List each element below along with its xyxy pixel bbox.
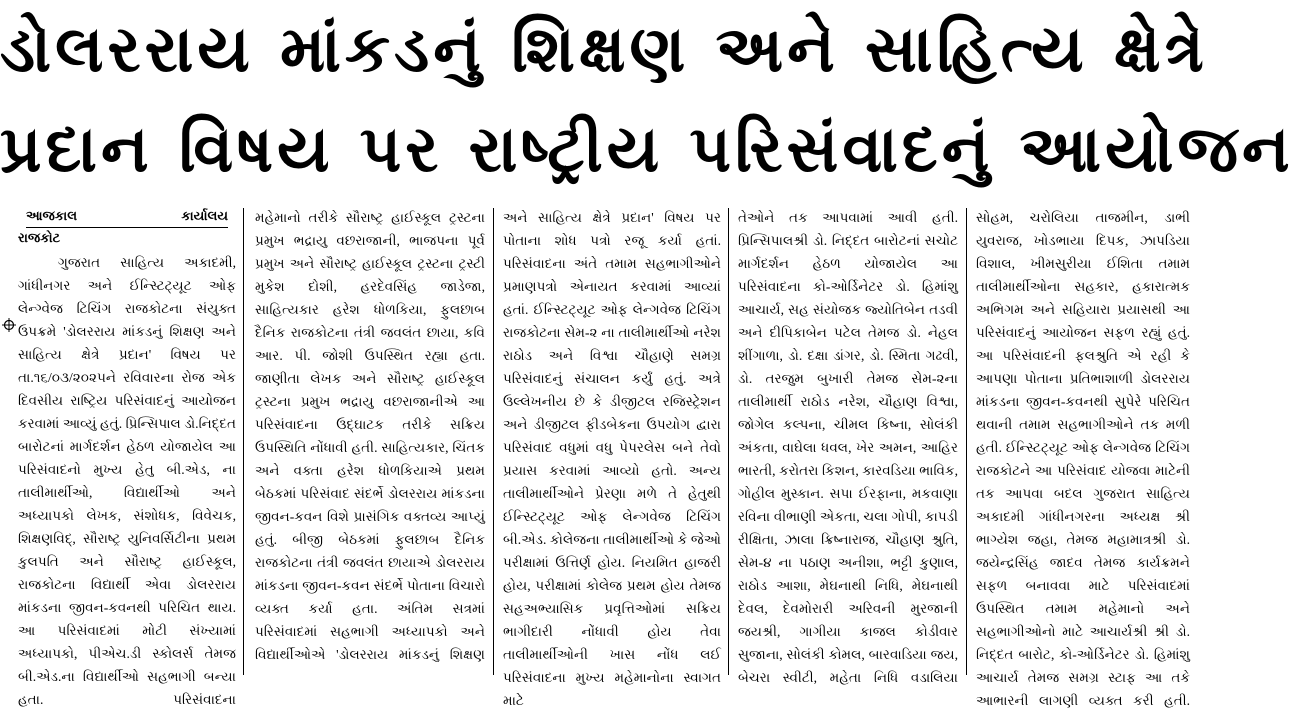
column-text: મહેમાનો તરીકે સૌરાષ્ટ્ર હાઈસ્કૂલ ટ્રસ્ટના પ્રમુખ ભદ્રાયુ વછરાજાની, ભાજપના પૂર્વ પ્રમુખ અને સૌરાષ્ટ્ર હાઈસ્કૂલ ટ્રસ્ટના ટ્રસ્ટી મુકેશ દોશી, હરદેવસિંહ જાડેજા, સાહિત્યકાર હરેશ ધોળકિયા, ફુલછાબ દૈનિક રાજકોટના તંત્રી જવલંત છાયા, કવિ આર. પી. જોશી ઉપસ્થિત રહ્યા હતા. જાણીતા લેખક અને સૌરાષ્ટ્ર હાઈસ્કૂલ ટ્રસ્ટના પ્રમુખ ભદ્રાયુ વછરાજાનીએ આ પરિસંવાદના ઉદ્ઘાટક તરીકે સક્રિય ઉપસ્થિતિ નોંધાવી હતી. સાહિત્યકાર, ચિંતક અને વક્તા હરેશ ધોળકિયાએ પ્રથમ બેઠકમાં પરિસંવાદ સંદર્ભે ડોલરરાય માંકડના જીવન-કવન વિશે પ્રાસંગિક વક્તવ્ય આપ્યું હતું. બીજી બેઠકમાં ફુલછાબ દૈનિક રાજકોટના તંત્રી જવલંત છાયાએ ડોલરરાય માંકડના જીવન-કવન સંદર્ભે પોતાના વિચારો વ્યક્ત કર્યા હતા. અંતિમ સત્રમાં પરિસંવાદમાં સહભાગી અધ્યાપકો અને વિદ્યાર્થીઓએ 'ડોલરરાય માંકડનું શિક્ષણ <box>255 210 485 662</box>
headline <box>0 0 1294 206</box>
article-body <box>0 206 1200 708</box>
column-2 <box>255 206 485 675</box>
byline-city: રાજકોટ <box>18 231 61 246</box>
column-text: અને સાહિત્ય ક્ષેત્રે પ્રદાન' વિષય પર પોતાના શોધ પત્રો રજૂ કર્યા હતાં. પરિસંવાદના અંતે તમામ સહભાગીઓને પ્રમાણપત્રો એનાયત કરવામાં આવ્યાં હતાં. ઈન્સ્ટિટ્યૂટ ઓફ લેન્ગવેજ ટિચિંગ રાજકોટના સેમ-૨ ના તાલીમાર્થીઓ નરેશ રાઠોડ અને વિશ્વા ચૌહાણે સમગ્ર પરિસંવાદનું સંચાલન કર્યું હતું. અત્રે ઉલ્લેખનીય છે કે ડીજીટલ રજિસ્ટ્રેશન અને ડીજીટલ ફીડબેકના ઉપયોગ દ્વારા પરિસંવાદ વધુમાં વધુ પેપરલેસ બને તેવો પ્રયાસ કરવામાં આવ્યો હતો. અન્ય તાલીમાર્થીઓને પ્રેરણા મળે તે હેતુથી ઈન્સ્ટિટ્યૂટ ઓફ લેન્ગવેજ ટિચિંગ બી.એડ. કોલેજના તાલીમાર્થીઓ કે જેઓ પરીક્ષામાં ઉત્તિર્ણ હોય. નિયમિત હાજરી હોય, પરીક્ષામાં કોલેજ પ્રથમ હોય તેમજ સહઅભ્યાસિક પ્રવૃત્તિઓમાં સક્રિય ભાગીદારી નોંધાવી હોય તેવા તાલીમાર્થીઓની ખાસ નોંધ લઈ પરિસંવાદના મુખ્ય મહેમાનોના સ્વાગત માટે <box>503 210 721 708</box>
column-text: સોહમ, ચરોલિયા તાજમીન, ડાભી યુવરાજ, ખોડભાયા દિપક, ઝાપડિયા વિશાલ, ખીમસુરીયા ઈશિતા તમામ તાલીમાર્થીઓના સહકાર, હકારાત્મક અભિગમ અને સહિયારા પ્રયાસથી આ પરિસંવાદનું આયોજન સફળ રહ્યું હતું. આ પરિસંવાદની ફલશ્રુતિ એ રહી કે આપણા પોતાના પ્રતિભાશાળી ડોલરરાય માંકડના જીવન-કવનથી સુપેરે પરિચિત થવાની તમામ સહભાગીઓને તક મળી હતી. ઈન્સ્ટિટ્યૂટ ઓફ લેન્ગવેજ ટિચિંગ રાજકોટને આ પરિસંવાદ યોજવા માટેની તક આપવા બદલ ગુજરાત સાહિત્ય અકાદમી ગાંધીનગરના અધ્યક્ષ શ્રી ભાગ્યેશ જહા, તેમજ મહામાત્રશ્રી ડો. જયેન્દ્રસિંહ જાદવ તેમજ કાર્યક્રમને સફળ બનાવવા માટે પરિસંવાદમાં ઉપસ્થિત તમામ મહેમાનો અને સહભાગીઓનો માટે આચાર્યશ્રી શ્રી ડો. નિદ્દત બારોટ, કો-ઓર્ડિનેટર ડો. હિમાંશુ આચાર્ય તેમજ સમગ્ર સ્ટાફ આ તકે આભારની લાગણી વ્યક્ત કરી હતી. <box>976 210 1190 708</box>
byline-office: આજકાલ કાર્યાલય <box>26 206 228 228</box>
column-divider <box>728 208 729 675</box>
headline-line-1: ડોલરરાય માંકડનું શિક્ષણ અને સાહિત્ય ક્ષેત્રે <box>0 13 1208 87</box>
column-3 <box>503 206 721 708</box>
column-divider <box>243 208 244 675</box>
registration-mark-icon <box>2 318 16 332</box>
column-1 <box>18 206 236 707</box>
headline-line-2: પ્રદાન વિષય પર રાષ્ટ્રીય પરિસંવાદનું આયોજન <box>0 113 1294 187</box>
column-divider <box>966 208 967 675</box>
column-text: ગુજરાત સાહિત્ય અકાદમી, ગાંધીનગર અને ઈન્સ્ટિટ્યૂટ ઓફ લેન્ગ્વેજ ટિચિંગ રાજકોટના સંયુક્ત ઉપક્રમે 'ડોલરરાય માંકડનું શિક્ષણ અને સાહિત્ય ક્ષેત્રે પ્રદાન' વિષય પર તા.૧૬/૦૩/૨૦૨૫ને રવિવારના રોજ એક દિવસીય રાષ્ટ્રિય પરિસંવાદનું આયોજન કરવામાં આવ્યું હતું. પ્રિન્સિપાલ ડો.નિદ્દત બારોટનાં માર્ગદર્શન હેઠળ યોજાયેલ આ પરિસંવાદનો મુખ્ય હેતુ બી.એડ, ના તાલીમાર્થીઓ, વિદ્યાર્થીઓ અને અધ્યાપકો લેખક, સંશોધક, વિવેચક, શિક્ષણવિદ્, સૌરાષ્ટ્ર યુનિવર્સિટીના પ્રથમ કુલપતિ અને સૌરાષ્ટ્ર હાઈસ્કૂલ, રાજકોટના વિદ્યાર્થી એવા ડોલરરાય માંકડના જીવન-કવનથી પરિચિત થાય. આ પરિસંવાદમાં મોટી સંખ્યામાં અધ્યાપકો, પીએચ.ડી સ્કોલર્સ તેમજ બી.એડ.ના વિદ્યાર્થીઓ સહભાગી બન્યા હતા. પરિસંવાદના <box>18 255 236 707</box>
column-text: તેઓને તક આપવામાં આવી હતી. પ્રિન્સિપાલશ્રી ડો. નિદ્દત બારોટનાં સચોટ માર્ગદર્શન હેઠળ યોજાયેલ આ પરિસંવાદના કો-ઓર્ડિનેટર ડો. હિમાંશુ આચાર્ય, સહ સંયોજક જ્યોતિબેન તડવી અને દીપિકાબેન પટેલ તેમજ ડો. નેહલ શીંગાળા, ડો. દક્ષા ડાંગર, ડો. સ્મિતા ગઢવી, ડો. તરજુમ બુખારી તેમજ સેમ-૨ના તાલીમાર્થી રાઠોડ નરેશ, ચૌહાણ વિશ્વા, જોગેલ કલ્પના, ચીમલ કિષ્ના, સોલંકી અંકતા, વાઘેલા ધવલ, ખેર અમન, આહિર ભારતી, કરોતરા કિશન, કારવડિયા ભાવિક, ગોહીલ મુસ્કાન. સપા ઈરફાના, મકવાણા રવિના વીભાણી એકતા, ચલા ગોપી, કાપડી રીક્ષિતા, ઝાલા ક્રિષ્નારાજ, ચૌહાણ શ્રુતિ, સેમ-૪ ના પઠાણ અનીશા, ભટ્ટી કુણાલ, રાઠોડ આશા, મેઘનાથી નિધિ, મેઘનાથી દેવલ, દેવમોરારી અરિવની મુરજાની જયશ્રી, ગાગીયા કાજલ કોડીવાર સુજાના, સોલંકી કોમલ, બારવાડિયા જય, બેચરા સ્વીટી, મહેતા નિધિ વડાલિયા <box>738 210 958 685</box>
column-5 <box>976 206 1190 708</box>
column-divider <box>493 208 494 675</box>
column-4 <box>738 206 958 685</box>
